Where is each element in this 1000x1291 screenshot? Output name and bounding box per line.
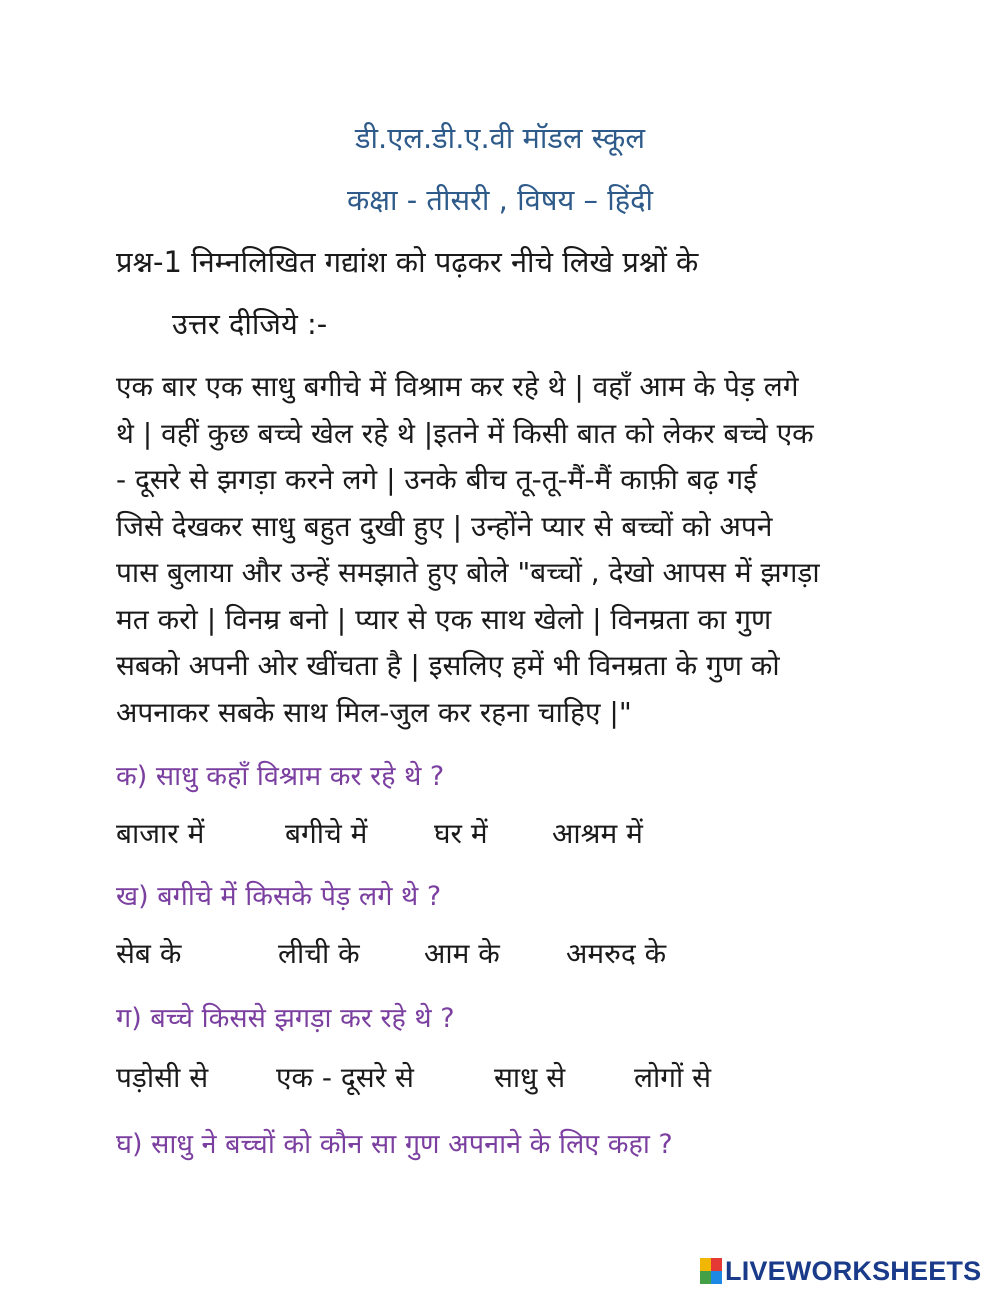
instruction-line-1: प्रश्न-1 निम्नलिखित गद्यांश को पढ़कर नीचे लिखे प्रश्नों के [116, 245, 699, 279]
school-name: डी.एल.डी.ए.वी मॉडल स्कूल [355, 121, 645, 155]
option-1c[interactable]: घर में [434, 817, 488, 850]
question-1: क) साधु कहाँ विश्राम कर रहे थे ? [116, 761, 445, 792]
question-4: घ) साधु ने बच्चों को कौन सा गुण अपनाने के लिए कहा ? [116, 1129, 673, 1160]
option-2a[interactable]: सेब के [116, 937, 182, 970]
instruction-line-2: उत्तर दीजिये :- [172, 307, 328, 341]
question-3: ग) बच्चे किससे झगड़ा कर रहे थे ? [116, 1003, 455, 1034]
question-2: ख) बगीचे में किसके पेड़ लगे थे ? [116, 881, 442, 912]
option-2c[interactable]: आम के [424, 937, 500, 970]
liveworksheets-logo[interactable] [700, 1254, 981, 1288]
option-3d[interactable]: लोगों से [634, 1061, 712, 1094]
passage-line: थे | वहीं कुछ बच्चे खेल रहे थे |इतने में किसी बात को लेकर बच्चे एक [116, 416, 814, 450]
passage [116, 364, 896, 736]
option-1b[interactable]: बगीचे में [285, 817, 368, 850]
option-3c[interactable]: साधु से [494, 1061, 566, 1094]
class-subject: कक्षा - तीसरी , विषय – हिंदी [346, 183, 654, 217]
passage-line: सबको अपनी ओर खींचता है | इसलिए हमें भी विनम्रता के गुण को [116, 649, 780, 682]
liveworksheets-grid-icon [700, 1258, 722, 1284]
option-3b[interactable]: एक - दूसरे से [276, 1061, 414, 1094]
passage-line: एक बार एक साधु बगीचे में विश्राम कर रहे थे | वहाँ आम के पेड़ लगे [116, 370, 799, 403]
passage-line: अपनाकर सबके साथ मिल-जुल कर रहना चाहिए |" [116, 695, 632, 729]
logo-text: LIVEWORKSHEETS [725, 1255, 982, 1286]
option-2d[interactable]: अमरुद के [566, 937, 667, 970]
passage-line: जिसे देखकर साधु बहुत दुखी हुए | उन्होंने प्यार से बच्चों को अपने [116, 509, 773, 543]
passage-line: पास बुलाया और उन्हें समझाते हुए बोले "बच्चों , देखो आपस में झगड़ा [116, 556, 820, 589]
passage-line: - दूसरे से झगड़ा करने लगे | उनके बीच तू-तू-मैं-मैं काफ़ी बढ़ गई [116, 463, 757, 496]
option-3a[interactable]: पड़ोसी से [116, 1061, 209, 1094]
option-2b[interactable]: लीची के [278, 937, 360, 970]
option-1d[interactable]: आश्रम में [552, 817, 643, 850]
passage-line: मत करो | विनम्र बनो | प्यार से एक साथ खेलो | विनम्रता का गुण [116, 602, 772, 636]
option-1a[interactable]: बाजार में [116, 817, 205, 850]
